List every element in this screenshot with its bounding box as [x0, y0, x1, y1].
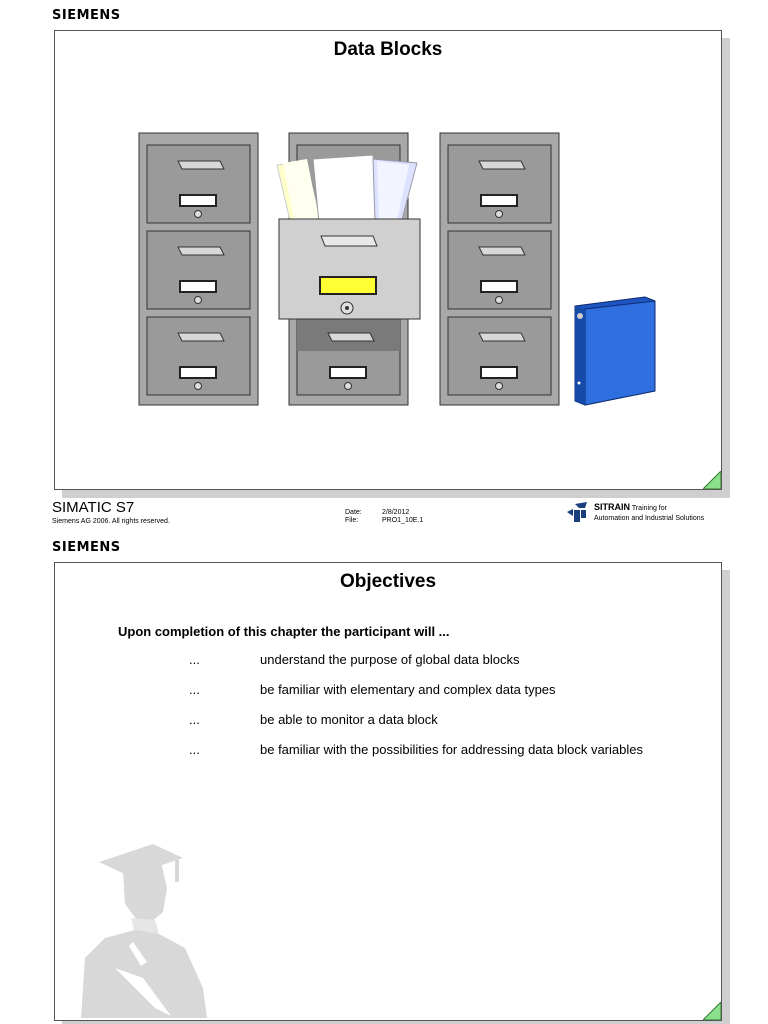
corner-marker-2	[703, 1002, 721, 1020]
objective-text: be able to monitor a data block	[260, 712, 438, 727]
footer-copyright: Siemens AG 2006. All rights reserved.	[52, 518, 170, 525]
slide-data-blocks	[54, 30, 722, 490]
corner-marker	[703, 471, 721, 489]
objectives-lead: Upon completion of this chapter the participant will ...	[118, 624, 450, 639]
sitrain-brand: SITRAIN	[594, 502, 630, 512]
objective-text: be familiar with elementary and complex data types	[260, 682, 556, 697]
footer-left	[52, 499, 170, 525]
graduate-silhouette-illustration	[75, 838, 235, 1018]
objective-bullet: ...	[189, 742, 200, 757]
slide-title-objectives: Objectives	[339, 571, 437, 592]
sitrain-tagline-2: Automation and Industrial Solutions	[594, 515, 705, 522]
file-label: File:	[345, 517, 359, 524]
siemens-logo-2: SIEMENS	[52, 540, 121, 555]
date-label: Date:	[345, 509, 362, 516]
objective-bullet: ...	[189, 712, 200, 727]
sitrain-tagline-1: Training for	[631, 505, 667, 512]
footer-meta	[345, 509, 423, 525]
siemens-logo: SIEMENS	[52, 8, 121, 23]
slide-title: Data Blocks	[333, 39, 443, 60]
sitrain-logo-icon	[565, 500, 589, 524]
objective-text: be familiar with the possibilities for addressing data block variables	[260, 742, 643, 757]
left-cabinet	[139, 133, 258, 405]
objective-text: understand the purpose of global data blocks	[260, 652, 520, 667]
slide-objectives	[54, 562, 722, 1021]
sitrain-block	[565, 500, 705, 529]
middle-cabinet	[277, 133, 420, 405]
date-value: 2/8/2012	[382, 509, 410, 516]
file-value: PRO1_10E.1	[382, 517, 424, 524]
filing-cabinets-illustration	[55, 31, 721, 489]
right-cabinet	[440, 133, 559, 405]
footer-product: SIMATIC S7	[52, 499, 135, 516]
objective-bullet: ...	[189, 682, 200, 697]
objective-bullet: ...	[189, 652, 200, 667]
blue-binder-illustration	[575, 297, 655, 405]
